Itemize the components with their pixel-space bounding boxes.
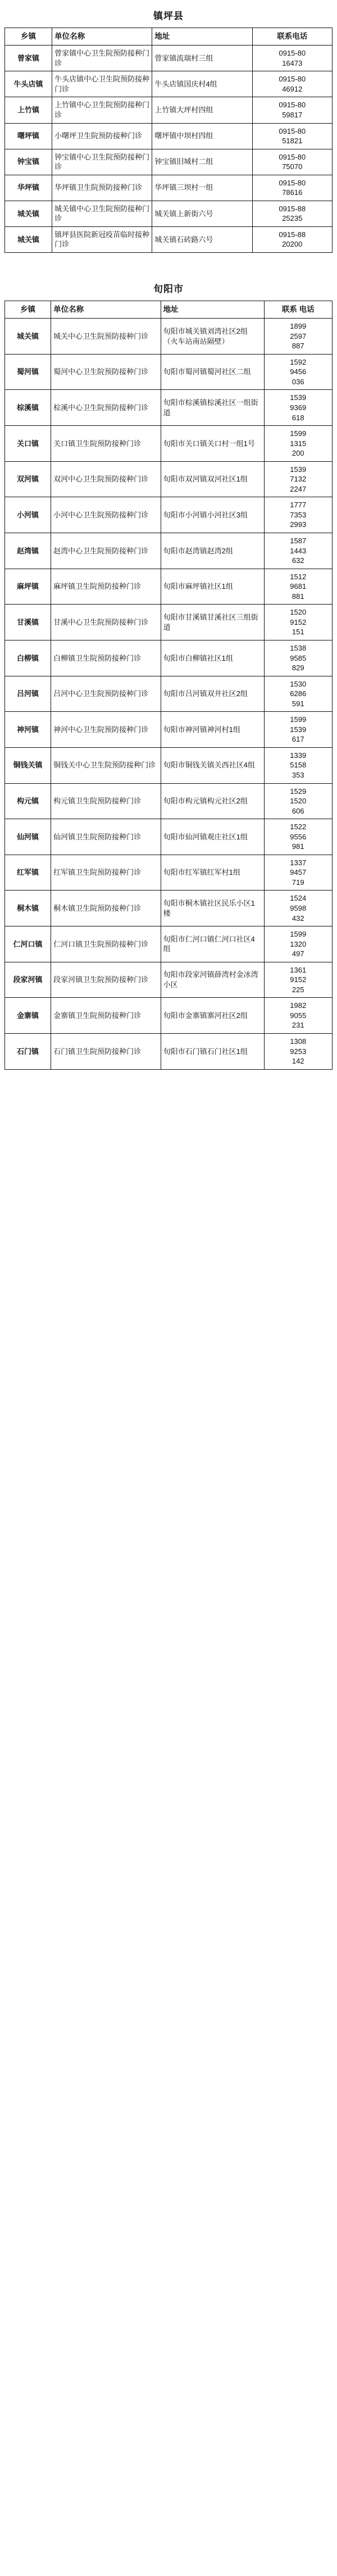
cell-town: 金寨镇 bbox=[5, 998, 51, 1034]
table-row bbox=[5, 605, 333, 640]
cell-unit-name: 双河中心卫生院预防接种门诊 bbox=[51, 461, 161, 497]
table-row bbox=[5, 783, 333, 819]
cell-phone: 1599 1320 497 bbox=[264, 926, 332, 962]
cell-town: 城关镇 bbox=[5, 226, 52, 252]
table-body-zhenping bbox=[5, 46, 333, 253]
cell-address: 旬阳市麻坪镇社区1组 bbox=[161, 569, 264, 605]
table-header-xunyang bbox=[5, 301, 333, 318]
cell-phone: 1520 9152 151 bbox=[264, 605, 332, 640]
cell-phone: 0915-80 46912 bbox=[252, 71, 332, 97]
cell-town: 曾家镇 bbox=[5, 46, 52, 71]
cell-unit-name: 铜钱关中心卫生院预防接种门诊 bbox=[51, 747, 161, 783]
cell-unit-name: 赵湾中心卫生院预防接种门诊 bbox=[51, 533, 161, 569]
cell-phone: 1599 1315 200 bbox=[264, 426, 332, 462]
table-row bbox=[5, 891, 333, 926]
cell-unit-name: 神河中心卫生院预防接种门诊 bbox=[51, 712, 161, 748]
cell-unit-name: 段家河镇卫生院预防接种门诊 bbox=[51, 962, 161, 998]
table-row bbox=[5, 175, 333, 201]
cell-town: 城关镇 bbox=[5, 201, 52, 226]
cell-town: 小河镇 bbox=[5, 497, 51, 533]
cell-town: 桐木镇 bbox=[5, 891, 51, 926]
cell-unit-name: 仙河镇卫生院预防接种门诊 bbox=[51, 819, 161, 855]
cell-unit-name: 棕溪中心卫生院预防接种门诊 bbox=[51, 390, 161, 426]
cell-unit-name: 仁河口镇卫生院预防接种门诊 bbox=[51, 926, 161, 962]
cell-address: 旬阳市仁河口镇仁河口社区4组 bbox=[161, 926, 264, 962]
cell-unit-name: 镇坪县医院新冠疫苗临时接种门诊 bbox=[52, 226, 152, 252]
cell-phone: 1339 5158 353 bbox=[264, 747, 332, 783]
table-row bbox=[5, 926, 333, 962]
cell-address: 城关镇上新街六号 bbox=[152, 201, 252, 226]
cell-phone: 1361 9152 225 bbox=[264, 962, 332, 998]
section-title-zhenping: 镇坪县 bbox=[153, 11, 184, 21]
table-row bbox=[5, 354, 333, 390]
cell-unit-name: 白柳镇卫生院预防接种门诊 bbox=[51, 640, 161, 676]
cell-unit-name: 上竹镇中心卫生院预防接种门诊 bbox=[52, 97, 152, 123]
cell-unit-name: 城关镇中心卫生院预防接种门诊 bbox=[52, 201, 152, 226]
cell-phone: 1587 1443 632 bbox=[264, 533, 332, 569]
cell-address: 旬阳市神河镇神河村1组 bbox=[161, 712, 264, 748]
table-row bbox=[5, 640, 333, 676]
cell-address: 城关镇石砖路六号 bbox=[152, 226, 252, 252]
cell-phone: 1512 9681 881 bbox=[264, 569, 332, 605]
cell-town: 双河镇 bbox=[5, 461, 51, 497]
cell-unit-name: 红军镇卫生院预防接种门诊 bbox=[51, 855, 161, 891]
cell-address: 曙坪镇中坝村四组 bbox=[152, 123, 252, 149]
cell-phone: 1538 9585 829 bbox=[264, 640, 332, 676]
table-row bbox=[5, 962, 333, 998]
cell-unit-name: 牛头店镇中心卫生院预防接种门诊 bbox=[52, 71, 152, 97]
cell-address: 华坪镇三坝村一组 bbox=[152, 175, 252, 201]
cell-town: 构元镇 bbox=[5, 783, 51, 819]
cell-town: 甘溪镇 bbox=[5, 605, 51, 640]
col-header-town: 乡镇 bbox=[5, 301, 51, 318]
cell-address: 旬阳市铜钱关镇关西社区4组 bbox=[161, 747, 264, 783]
cell-unit-name: 华坪镇卫生院预防接种门诊 bbox=[52, 175, 152, 201]
cell-town: 城关镇 bbox=[5, 319, 51, 355]
table-row bbox=[5, 747, 333, 783]
cell-phone: 0915-80 59817 bbox=[252, 97, 332, 123]
cell-phone: 1899 2597 887 bbox=[264, 319, 332, 355]
cell-unit-name: 曾家镇中心卫生院预防接种门诊 bbox=[52, 46, 152, 71]
cell-address: 旬阳市关口镇关口村一组1号 bbox=[161, 426, 264, 462]
cell-phone: 1777 7353 2993 bbox=[264, 497, 332, 533]
cell-address: 旬阳市城关镇刘湾社区2组（火车站南站隔壁） bbox=[161, 319, 264, 355]
cell-address: 旬阳市金寨镇寨河社区2组 bbox=[161, 998, 264, 1034]
cell-address: 旬阳市蜀河镇蜀河社区二组 bbox=[161, 354, 264, 390]
cell-phone: 1524 9598 432 bbox=[264, 891, 332, 926]
cell-town: 段家河镇 bbox=[5, 962, 51, 998]
cell-phone: 1522 9556 981 bbox=[264, 819, 332, 855]
cell-town: 铜钱关镇 bbox=[5, 747, 51, 783]
col-header-address: 地址 bbox=[161, 301, 264, 318]
cell-town: 关口镇 bbox=[5, 426, 51, 462]
cell-phone: 1337 9457 719 bbox=[264, 855, 332, 891]
section-xunyang bbox=[0, 273, 337, 1070]
cell-address: 旬阳市石门镇石门社区1组 bbox=[161, 1034, 264, 1070]
cell-phone: 0915-88 20200 bbox=[252, 226, 332, 252]
cell-town: 蜀河镇 bbox=[5, 354, 51, 390]
cell-address: 牛头店镇国庆村4组 bbox=[152, 71, 252, 97]
col-header-address: 地址 bbox=[152, 28, 252, 46]
cell-phone: 0915-88 25235 bbox=[252, 201, 332, 226]
cell-address: 上竹镇大坪村四组 bbox=[152, 97, 252, 123]
cell-address: 旬阳市吕河镇双井社区2组 bbox=[161, 676, 264, 712]
cell-phone: 0915-80 16473 bbox=[252, 46, 332, 71]
cell-address: 旬阳市构元镇构元社区2组 bbox=[161, 783, 264, 819]
col-header-phone: 联系 电话 bbox=[264, 301, 332, 318]
cell-unit-name: 关口镇卫生院预防接种门诊 bbox=[51, 426, 161, 462]
table-row bbox=[5, 390, 333, 426]
cell-town: 仁河口镇 bbox=[5, 926, 51, 962]
table-row bbox=[5, 497, 333, 533]
cell-phone: 1529 1520 606 bbox=[264, 783, 332, 819]
cell-unit-name: 城关中心卫生院预防接种门诊 bbox=[51, 319, 161, 355]
cell-town: 麻坪镇 bbox=[5, 569, 51, 605]
table-row bbox=[5, 1034, 333, 1070]
cell-phone: 1308 9253 142 bbox=[264, 1034, 332, 1070]
cell-unit-name: 麻坪镇卫生院预防接种门诊 bbox=[51, 569, 161, 605]
vaccination-table-xunyang bbox=[4, 301, 333, 1070]
section-zhenping bbox=[0, 0, 337, 253]
cell-phone: 1539 9369 618 bbox=[264, 390, 332, 426]
cell-phone: 0915-80 75070 bbox=[252, 149, 332, 175]
bottom-padding bbox=[0, 1070, 337, 1075]
section-title-xunyang: 旬阳市 bbox=[153, 283, 184, 294]
cell-town: 牛头店镇 bbox=[5, 71, 52, 97]
table-row bbox=[5, 149, 333, 175]
cell-town: 曙坪镇 bbox=[5, 123, 52, 149]
col-header-unit-name: 单位名称 bbox=[51, 301, 161, 318]
table-row bbox=[5, 712, 333, 748]
table-row bbox=[5, 319, 333, 355]
col-header-phone: 联系电话 bbox=[252, 28, 332, 46]
cell-address: 旬阳市仙河镇观庄社区1组 bbox=[161, 819, 264, 855]
table-row bbox=[5, 998, 333, 1034]
col-header-town: 乡镇 bbox=[5, 28, 52, 46]
table-row bbox=[5, 569, 333, 605]
table-row bbox=[5, 676, 333, 712]
cell-address: 旬阳市双河镇双河社区1组 bbox=[161, 461, 264, 497]
cell-address: 旬阳市桐木镇社区民乐小区1楼 bbox=[161, 891, 264, 926]
cell-unit-name: 甘溪中心卫生院预防接种门诊 bbox=[51, 605, 161, 640]
cell-town: 上竹镇 bbox=[5, 97, 52, 123]
cell-address: 旬阳市白柳镇社区1组 bbox=[161, 640, 264, 676]
cell-phone: 0915-80 78616 bbox=[252, 175, 332, 201]
table-row bbox=[5, 855, 333, 891]
page-container bbox=[0, 0, 337, 1075]
cell-address: 曾家镇流瑞村三组 bbox=[152, 46, 252, 71]
cell-unit-name: 桐木镇卫生院预防接种门诊 bbox=[51, 891, 161, 926]
cell-town: 红军镇 bbox=[5, 855, 51, 891]
cell-unit-name: 吕河中心卫生院预防接种门诊 bbox=[51, 676, 161, 712]
table-row bbox=[5, 533, 333, 569]
cell-phone: 1982 9055 231 bbox=[264, 998, 332, 1034]
cell-address: 旬阳市小河镇小河社区3组 bbox=[161, 497, 264, 533]
cell-address: 旬阳市棕溪镇棕溪社区一组街道 bbox=[161, 390, 264, 426]
table-wrapper-xunyang bbox=[0, 301, 337, 1070]
cell-phone: 1592 9456 036 bbox=[264, 354, 332, 390]
cell-town: 钟宝镇 bbox=[5, 149, 52, 175]
table-row bbox=[5, 201, 333, 226]
cell-unit-name: 小河中心卫生院预防接种门诊 bbox=[51, 497, 161, 533]
cell-town: 吕河镇 bbox=[5, 676, 51, 712]
cell-town: 仙河镇 bbox=[5, 819, 51, 855]
cell-town: 石门镇 bbox=[5, 1034, 51, 1070]
table-row bbox=[5, 46, 333, 71]
cell-unit-name: 石门镇卫生院预防接种门诊 bbox=[51, 1034, 161, 1070]
table-body-xunyang bbox=[5, 319, 333, 1069]
cell-phone: 1599 1539 617 bbox=[264, 712, 332, 748]
section-divider bbox=[0, 253, 337, 273]
cell-unit-name: 小曙坪卫生院预防接种门诊 bbox=[52, 123, 152, 149]
cell-town: 神河镇 bbox=[5, 712, 51, 748]
cell-unit-name: 钟宝镇中心卫生院预防接种门诊 bbox=[52, 149, 152, 175]
table-row bbox=[5, 426, 333, 462]
cell-town: 棕溪镇 bbox=[5, 390, 51, 426]
cell-phone: 1539 7132 2247 bbox=[264, 461, 332, 497]
cell-address: 钟宝镇旧城村二组 bbox=[152, 149, 252, 175]
table-wrapper-zhenping bbox=[0, 28, 337, 253]
cell-unit-name: 蜀河中心卫生院预防接种门诊 bbox=[51, 354, 161, 390]
table-row bbox=[5, 71, 333, 97]
table-row bbox=[5, 123, 333, 149]
table-row bbox=[5, 226, 333, 252]
col-header-unit-name: 单位名称 bbox=[52, 28, 152, 46]
cell-phone: 1530 6286 591 bbox=[264, 676, 332, 712]
cell-unit-name: 构元镇卫生院预防接种门诊 bbox=[51, 783, 161, 819]
table-header-zhenping bbox=[5, 28, 333, 46]
cell-town: 白柳镇 bbox=[5, 640, 51, 676]
table-header-row bbox=[5, 28, 333, 46]
table-row bbox=[5, 461, 333, 497]
cell-address: 旬阳市甘溪镇甘溪社区三组街道 bbox=[161, 605, 264, 640]
cell-address: 旬阳市赵湾镇赵湾2组 bbox=[161, 533, 264, 569]
cell-unit-name: 金寨镇卫生院预防接种门诊 bbox=[51, 998, 161, 1034]
table-header-row bbox=[5, 301, 333, 318]
cell-town: 华坪镇 bbox=[5, 175, 52, 201]
cell-phone: 0915-80 51821 bbox=[252, 123, 332, 149]
cell-town: 赵湾镇 bbox=[5, 533, 51, 569]
table-row bbox=[5, 97, 333, 123]
table-row bbox=[5, 819, 333, 855]
cell-address: 旬阳市红军镇红军村1组 bbox=[161, 855, 264, 891]
vaccination-table-zhenping bbox=[4, 28, 333, 253]
cell-address: 旬阳市段家河镇薛湾村金冰湾小区 bbox=[161, 962, 264, 998]
